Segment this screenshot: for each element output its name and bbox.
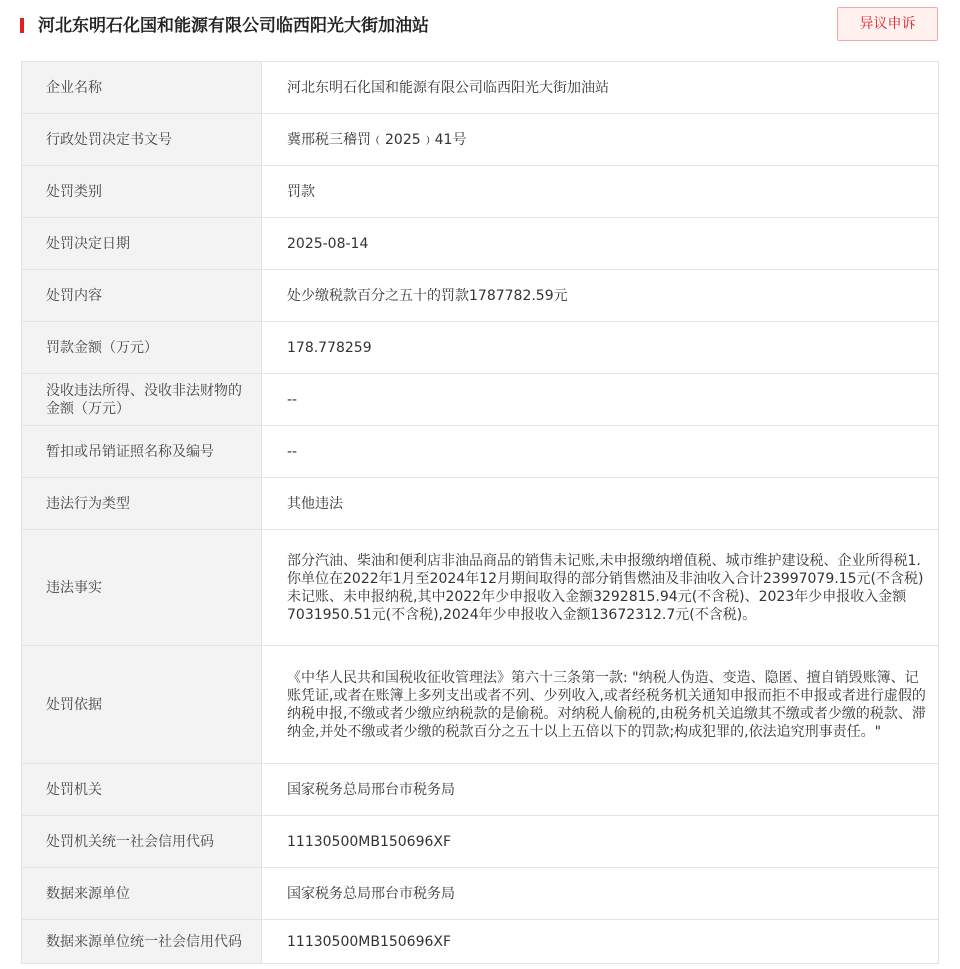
table-row: [22, 374, 939, 426]
table-row: [22, 322, 939, 374]
page-title: 河北东明石化国和能源有限公司临西阳光大街加油站: [38, 16, 429, 36]
page-header: [0, 0, 960, 52]
row-value: 处少缴税款百分之五十的罚款1787782.59元: [262, 270, 939, 322]
row-value: --: [262, 426, 939, 478]
row-value: 罚款: [262, 166, 939, 218]
table-row: [22, 530, 939, 646]
table-row: [22, 270, 939, 322]
row-value: 冀邢税三稽罚﹙2025﹚41号: [262, 114, 939, 166]
row-label: 违法行为类型: [22, 478, 262, 530]
row-label: 企业名称: [22, 62, 262, 114]
table-row: [22, 646, 939, 764]
table-row: [22, 62, 939, 114]
table-row: [22, 816, 939, 868]
penalty-info-table: [21, 61, 939, 964]
row-label: 处罚内容: [22, 270, 262, 322]
row-label: 暂扣或吊销证照名称及编号: [22, 426, 262, 478]
row-label: 处罚决定日期: [22, 218, 262, 270]
row-label: 数据来源单位: [22, 868, 262, 920]
table-row: [22, 478, 939, 530]
table-row: [22, 426, 939, 478]
row-label: 没收违法所得、没收非法财物的金额（万元）: [22, 374, 262, 426]
row-value: 11130500MB150696XF: [262, 920, 939, 964]
row-label: 处罚类别: [22, 166, 262, 218]
appeal-button[interactable]: 异议申诉: [837, 7, 938, 41]
row-value: 国家税务总局邢台市税务局: [262, 868, 939, 920]
row-label: 行政处罚决定书文号: [22, 114, 262, 166]
row-value: 部分汽油、柴油和便利店非油品商品的销售未记账,未申报缴纳增值税、城市维护建设税、企业所得税1.你单位在2022年1月至2024年12月期间取得的部分销售燃油及非油收入合计23997079.15元(不含税)未记账、未申报纳税,其中2022年少申报收入金额3292815.94元(不含税)、2023年少申报收入金额7031950.51元(不含税),2024年少申报收入金额13672312.7元(不含税)。: [262, 530, 939, 646]
row-value: 11130500MB150696XF: [262, 816, 939, 868]
table-row: [22, 868, 939, 920]
table-row: [22, 764, 939, 816]
row-label: 罚款金额（万元）: [22, 322, 262, 374]
row-value: 178.778259: [262, 322, 939, 374]
table-row: [22, 166, 939, 218]
row-label: 处罚依据: [22, 646, 262, 764]
row-value: 其他违法: [262, 478, 939, 530]
row-value: 《中华人民共和国税收征收管理法》第六十三条第一款: "纳税人伪造、变造、隐匿、擅自销毁账簿、记账凭证,或者在账簿上多列支出或者不列、少列收入,或者经税务机关通知申报而拒不申报或者进行虚假的纳税申报,不缴或者少缴应纳税款的是偷税。对纳税人偷税的,由税务机关追缴其不缴或者少缴的税款、滞纳金,并处不缴或者少缴的税款百分之五十以上五倍以下的罚款;构成犯罪的,依法追究刑事责任。": [262, 646, 939, 764]
table-row: [22, 920, 939, 964]
title-accent-bar: [20, 18, 24, 33]
row-value: 河北东明石化国和能源有限公司临西阳光大街加油站: [262, 62, 939, 114]
row-label: 数据来源单位统一社会信用代码: [22, 920, 262, 964]
table-row: [22, 218, 939, 270]
table-row: [22, 114, 939, 166]
row-value: 2025-08-14: [262, 218, 939, 270]
row-value: --: [262, 374, 939, 426]
row-label: 处罚机关: [22, 764, 262, 816]
row-label: 违法事实: [22, 530, 262, 646]
row-label: 处罚机关统一社会信用代码: [22, 816, 262, 868]
row-value: 国家税务总局邢台市税务局: [262, 764, 939, 816]
